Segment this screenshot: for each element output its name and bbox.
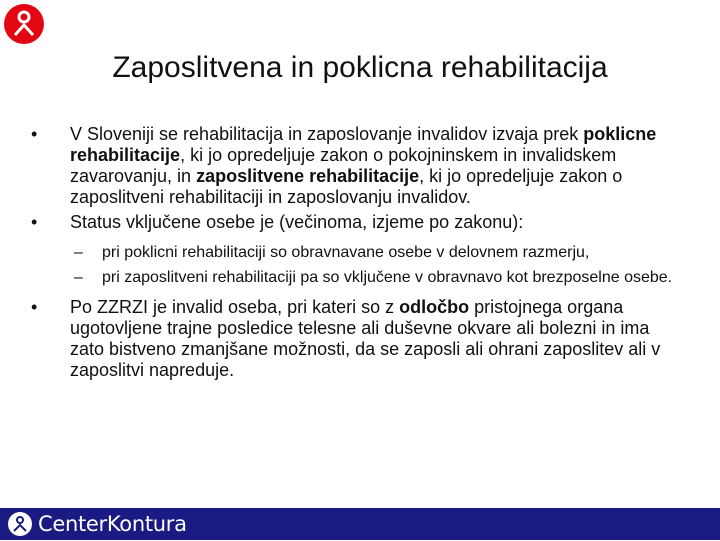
footer-bar — [0, 508, 720, 540]
sub-bullet-text: pri poklicni rehabilitaciji so obravnavane osebe v delovnem razmerju, — [102, 244, 590, 261]
bullet-text: Status vključene osebe je (večinoma, izjeme po zakonu): — [70, 212, 524, 232]
bullet-marker: • — [31, 212, 38, 232]
sub-bullet-item — [24, 267, 684, 288]
bullet-text: Po ZZRZI je invalid oseba, pri kateri so z odločbo pristojnega organa ugotovljene trajne posledice telesne ali duševne okvare ali bolezni in ima zato bistveno zmanjšane možnosti, da se zaposli ali ohrani zaposlitev ali v zaposlitvi napreduje. — [70, 297, 661, 380]
sub-bullet-marker: – — [74, 244, 83, 261]
bullet-item — [24, 297, 684, 381]
footer-brand-name: CenterKontura — [38, 512, 187, 536]
brand-logo-icon — [8, 512, 32, 536]
slide-body — [24, 124, 684, 381]
sub-bullet-marker: – — [74, 269, 83, 286]
logo-icon — [4, 4, 44, 44]
sub-bullet-text: pri zaposlitveni rehabilitaciji pa so vključene v obravnavo kot brezposelne osebe. — [102, 269, 673, 286]
sub-bullet-item — [24, 242, 684, 263]
bullet-marker: • — [31, 297, 38, 317]
bullet-text: V Sloveniji se rehabilitacija in zaposlovanje invalidov izvaja prek poklicne rehabilitacije, ki jo opredeljuje zakon o pokojninskem in invalidskem zavarovanju, in zaposlitvene rehabilitacije, ki jo opredeljuje zakon o zaposlitveni rehabilitaciji in zaposlovanju invalidov. — [70, 124, 657, 207]
slide-title: Zaposlitvena in poklicna rehabilitacija — [112, 51, 608, 84]
bullet-item — [24, 124, 684, 208]
bullet-marker: • — [31, 124, 38, 144]
bullet-item — [24, 212, 684, 233]
